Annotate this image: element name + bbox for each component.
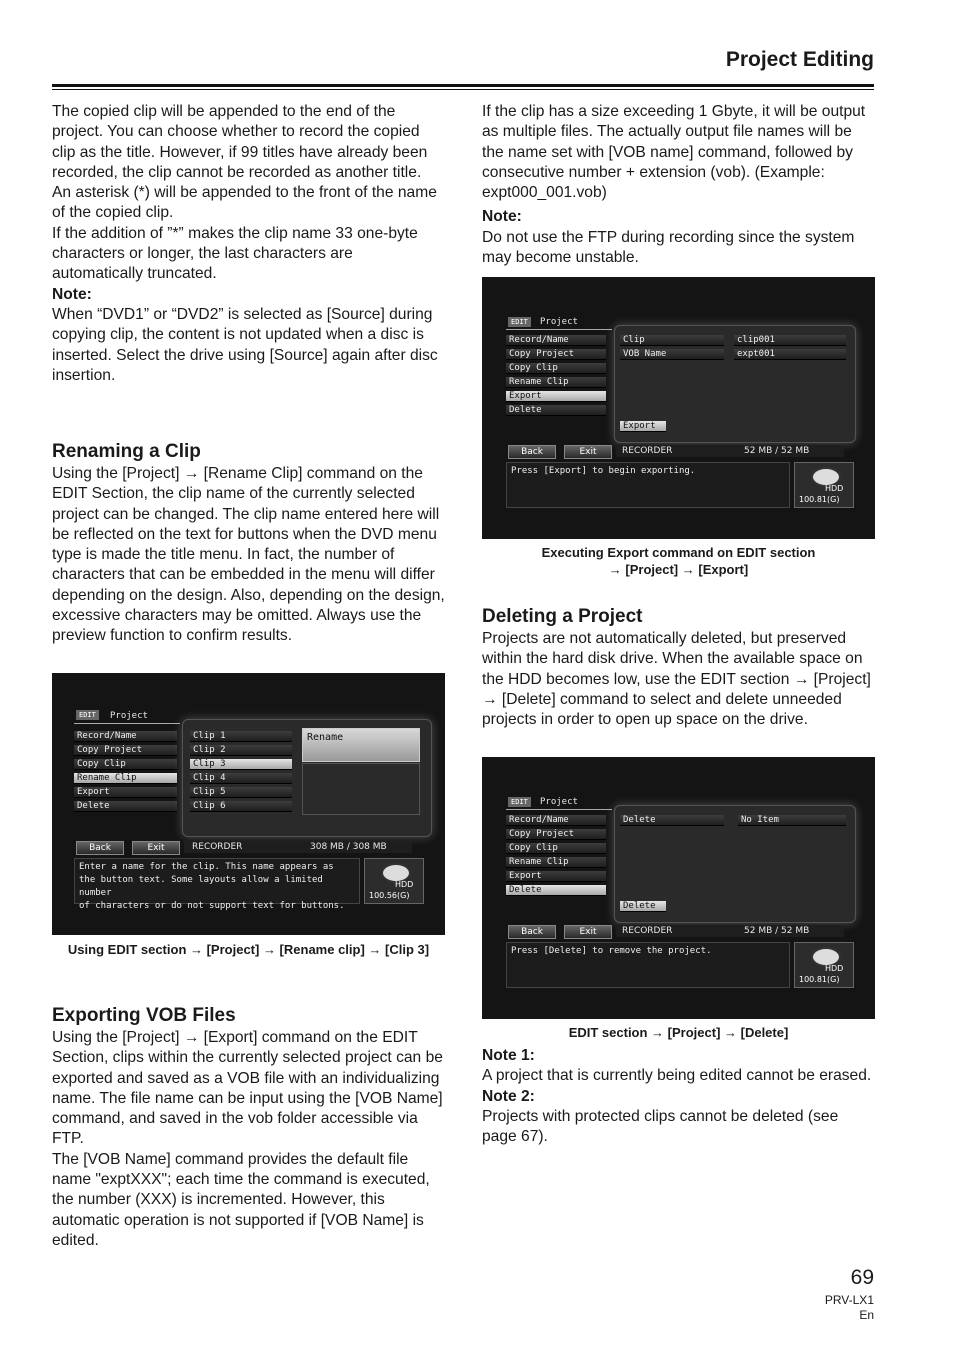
clip-item-selected[interactable]: Clip 3 <box>190 759 292 770</box>
right-paragraph-1: If the clip has a size exceeding 1 Gbyte, it will be output as multiple files. The actually output file names will be the name set with [VOB name] command, followed by consecutive number + extension (vob). (Example: expt000_001.vob) <box>482 103 866 202</box>
header-rule-thin <box>52 89 874 90</box>
delete-action-button[interactable]: Delete <box>620 901 666 912</box>
right-column-intro <box>482 102 874 268</box>
header-rule-thick <box>52 84 874 87</box>
menu-delete[interactable]: Delete <box>74 801 177 812</box>
rename-body: Using the [Project] → [Rename Clip] command on the EDIT Section, the clip name of the currently selected project can be changed. The clip name entered here will be reflected on the text for buttons when the DVD menu type is made the title menu. In fact, the number of characters that can be embedded in the menu will differ depending on the design. Also, depending on the design, excessive characters may be omitted. Always use the preview function to confirm results. <box>52 465 445 645</box>
menu-record-name[interactable]: Record/Name <box>506 335 606 346</box>
recorder-size: 52 MB / 52 MB <box>744 446 810 456</box>
screen-title: Project <box>540 797 578 807</box>
right-note-label: Note: <box>482 208 522 226</box>
export-screenshot <box>482 277 875 539</box>
recorder-label: RECORDER <box>192 842 243 852</box>
language-code: En <box>859 1308 874 1322</box>
hdd-indicator <box>364 858 424 904</box>
rename-section <box>52 440 447 647</box>
back-button[interactable]: Back <box>76 841 124 855</box>
edit-tab[interactable]: EDIT <box>76 710 99 720</box>
menu-delete[interactable]: Delete <box>506 405 606 416</box>
note2-label: Note 2: <box>482 1087 535 1105</box>
menu-rename-clip[interactable]: Rename Clip <box>74 773 177 784</box>
menu-export[interactable]: Export <box>506 391 606 402</box>
export-section <box>52 1004 447 1251</box>
exit-button[interactable]: Exit <box>564 925 612 939</box>
delete-row-label[interactable]: Delete <box>620 815 724 826</box>
screen-title: Project <box>540 317 578 327</box>
clip-item[interactable]: Clip 1 <box>190 731 292 742</box>
exit-button[interactable]: Exit <box>132 841 180 855</box>
intro-paragraph-1: The copied clip will be appended to the end of the project. You can choose whether to record the copied clip as the title. However, if 99 titles have already been recorded, the clip cannot be recorded as another title. <box>52 103 428 181</box>
delete-screenshot <box>482 757 875 1019</box>
menu-copy-project[interactable]: Copy Project <box>74 745 177 756</box>
clip-item[interactable]: Clip 4 <box>190 773 292 784</box>
rename-screenshot <box>52 673 445 935</box>
vob-name-label[interactable]: VOB Name <box>620 349 724 360</box>
note-text: When “DVD1” or “DVD2” is selected as [Source] during copying clip, the content is not updated when a disc is inserted. Select the drive using [Source] again after disc insertion. <box>52 305 438 384</box>
help-line: of characters or do not support text for buttons. <box>79 901 345 911</box>
menu-copy-project[interactable]: Copy Project <box>506 829 606 840</box>
recorder-size: 52 MB / 52 MB <box>744 926 810 936</box>
recorder-label: RECORDER <box>622 926 673 936</box>
rename-caption: Using EDIT section → [Project] → [Rename clip] → [Clip 3] <box>67 942 430 957</box>
menu-export[interactable]: Export <box>74 787 177 798</box>
menu-copy-clip[interactable]: Copy Clip <box>74 759 177 770</box>
page-number: 69 <box>850 1266 874 1289</box>
help-line: Enter a name for the clip. This name appears as <box>79 862 334 872</box>
clip-item[interactable]: Clip 5 <box>190 787 292 798</box>
hdd-indicator <box>794 942 854 988</box>
menu-delete[interactable]: Delete <box>506 885 606 896</box>
clip-row-value[interactable]: clip001 <box>734 335 846 346</box>
note2-text: Projects with protected clips cannot be deleted (see page 67). <box>482 1107 839 1146</box>
menu-copy-clip[interactable]: Copy Clip <box>506 363 606 374</box>
left-column-intro <box>52 102 447 386</box>
back-button[interactable]: Back <box>508 925 556 939</box>
export-caption-line-2: → [Project] → [Export] <box>608 562 749 577</box>
screen-title: Project <box>110 711 148 721</box>
delete-row-value[interactable]: No Item <box>738 815 846 826</box>
menu-rename-clip[interactable]: Rename Clip <box>506 377 606 388</box>
recorder-size: 308 MB / 308 MB <box>310 842 387 852</box>
clip-item[interactable]: Clip 2 <box>190 745 292 756</box>
export-heading: Exporting VOB Files <box>52 1005 236 1026</box>
right-notes <box>482 1046 874 1147</box>
back-button[interactable]: Back <box>508 445 556 459</box>
hdd-label: HDD <box>395 880 414 889</box>
clip-item[interactable]: Clip 6 <box>190 801 292 812</box>
delete-section <box>482 605 874 730</box>
recorder-label: RECORDER <box>622 446 673 456</box>
menu-record-name[interactable]: Record/Name <box>74 731 177 742</box>
export-paragraph-1: Using the [Project] → [Export] command on the EDIT Section, clips within the currently selected project can be exported and saved as a VOB file with an individualizing name. The file name can be input using the [VOB Name] command, and saved in the vob folder accessible via FTP. <box>52 1029 443 1148</box>
edit-tab[interactable]: EDIT <box>508 317 531 327</box>
delete-caption: EDIT section → [Project] → [Delete] <box>568 1025 789 1040</box>
intro-paragraph-3: If the addition of ”*” makes the clip name 33 one-byte characters or longer, the last characters are automatically truncated. <box>52 224 418 283</box>
menu-export[interactable]: Export <box>506 871 606 882</box>
hdd-indicator <box>794 462 854 508</box>
note1-text: A project that is currently being edited cannot be erased. <box>482 1067 872 1085</box>
help-line: the button text. Some layouts allow a limited number <box>79 875 323 898</box>
intro-paragraph-2: An asterisk (*) will be appended to the front of the name of the copied clip. <box>52 184 437 222</box>
menu-copy-clip[interactable]: Copy Clip <box>506 843 606 854</box>
hdd-capacity: 100.81(G) <box>799 495 840 504</box>
help-message: Press [Delete] to remove the project. <box>506 942 790 988</box>
export-caption-line-1: Executing Export command on EDIT section <box>541 545 816 560</box>
menu-record-name[interactable]: Record/Name <box>506 815 606 826</box>
export-caption <box>482 544 875 578</box>
hdd-label: HDD <box>825 964 844 973</box>
menu-copy-project[interactable]: Copy Project <box>506 349 606 360</box>
rename-heading: Renaming a Clip <box>52 441 201 462</box>
rename-label: Rename <box>307 732 344 743</box>
edit-tab[interactable]: EDIT <box>508 797 531 807</box>
help-message: Press [Export] to begin exporting. <box>506 462 790 508</box>
delete-body: Projects are not automatically deleted, but preserved within the hard disk drive. When the available space on the HDD becomes low, use the EDIT section → [Project] → [Delete] command to select and delete unneeded projects in order to open up space on the drive. <box>482 630 871 729</box>
export-paragraph-2: The [VOB Name] command provides the default file name "exptXXX"; each time the command is executed, the number (XXX) is incremented. However, this automatic operation is not supported if [VOB Name] is edited. <box>52 1150 430 1249</box>
rename-button[interactable] <box>302 728 420 762</box>
page-header-title: Project Editing <box>725 48 874 71</box>
delete-heading: Deleting a Project <box>482 606 643 627</box>
model-name: PRV-LX1 <box>824 1293 874 1307</box>
help-message <box>74 858 360 911</box>
exit-button[interactable]: Exit <box>564 445 612 459</box>
export-action-button[interactable]: Export <box>620 421 666 432</box>
hdd-label: HDD <box>825 484 844 493</box>
hdd-capacity: 100.81(G) <box>799 975 840 984</box>
note-label: Note: <box>52 285 92 303</box>
vob-name-value[interactable]: expt001 <box>734 349 846 360</box>
menu-rename-clip[interactable]: Rename Clip <box>506 857 606 868</box>
note1-label: Note 1: <box>482 1047 535 1064</box>
hdd-capacity: 100.56(G) <box>369 891 410 900</box>
clip-row-label[interactable]: Clip <box>620 335 724 346</box>
right-note-text: Do not use the FTP during recording since the system may become unstable. <box>482 228 855 267</box>
